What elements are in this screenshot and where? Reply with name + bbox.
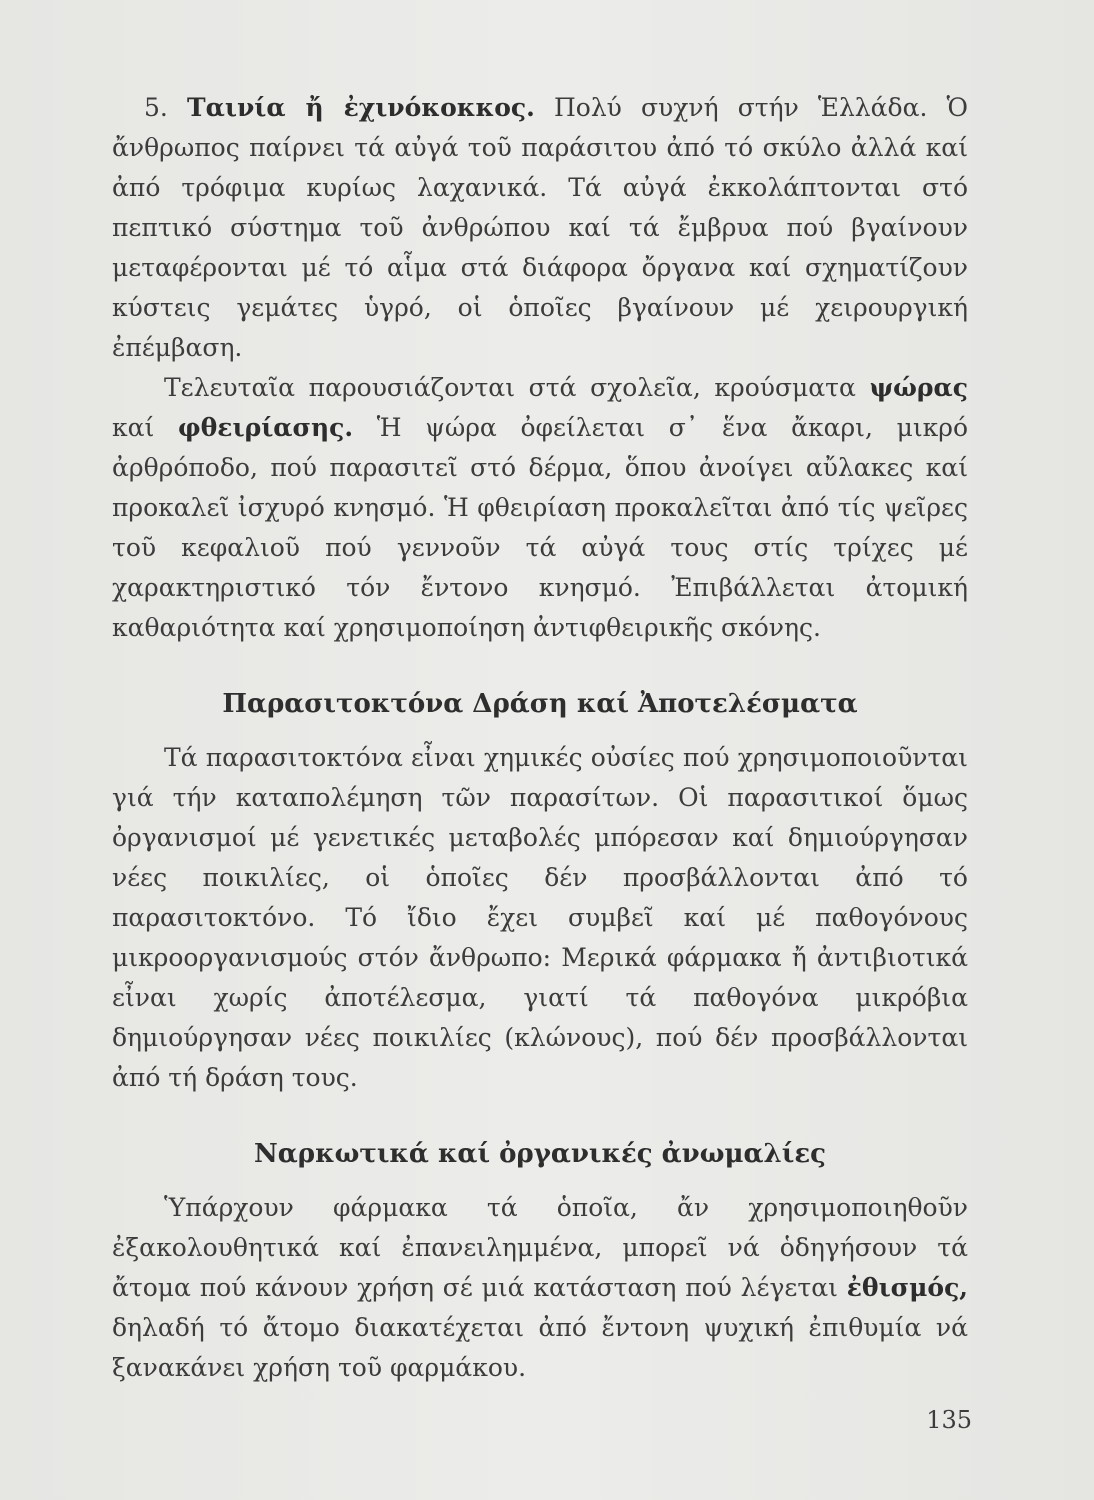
paragraph-tainia [112, 88, 968, 368]
term-ethismos: ἐθισμός, [846, 1273, 969, 1302]
section-heading-parasitoktona: Παρασιτοκτόνα Δράση καί Ἀποτελέσματα [222, 689, 858, 719]
paragraph-text: δηλαδή τό ἄτομο διακατέχεται ἀπό ἔντονη ψυχική ἐπιθυμία νά ξανακάνει χρήση τοῦ φαρμάκου. [112, 1313, 968, 1382]
page-number: 135 [926, 1406, 972, 1434]
paragraph-parasitoktona [112, 738, 968, 1098]
paragraph-text: Ὑπάρχουν φάρμακα τά ὁποῖα, ἄν χρησιμοποιηθοῦν ἐξακολουθητικά καί ἐπανειλημμένα, μπορεῖ νά ὁδηγήσουν τά ἄτομα πού κάνουν χρήση σέ μιά κατάσταση πού λέγεται [112, 1193, 968, 1302]
item-number: 5. [144, 93, 168, 122]
paragraph-narkotika [112, 1188, 968, 1388]
paragraph-text: καί [112, 413, 155, 442]
term-phtheiriasis: φθειρίασης. [177, 413, 354, 442]
paragraph-psora [112, 368, 968, 648]
paragraph-text: Τελευταῖα παρουσιάζονται στά σχολεῖα, κρούσματα [164, 373, 856, 402]
term-psora: ψώρας [869, 373, 968, 402]
paragraph-text: Πολύ συχνή στήν Ἑλλάδα. Ὁ ἄνθρωπος παίρνει τά αὐγά τοῦ παράσιτου ἀπό τό σκύλο ἀλλά καί ἀπό τρόφιμα κυρίως λαχανικά. Τά αὐγά ἐκκολάπτονται στό πεπτικό σύστημα τοῦ ἀνθρώπου καί τά ἔμβρυα πού βγαίνουν μεταφέρονται μέ τό αἷμα στά διάφορα ὄργανα καί σχηματίζουν κύστεις γεμάτες ὑγρό, οἱ ὁποῖες βγαίνουν μέ χειρουργική ἐπέμβαση. [112, 93, 969, 362]
page-body [112, 88, 968, 1388]
paragraph-text: Τά παρασιτοκτόνα εἶναι χημικές οὐσίες πού χρησιμοποιοῦνται γιά τήν καταπολέμηση τῶν παρασίτων. Οἱ παρασιτικοί ὅμως ὀργανισμοί μέ γενετικές μεταβολές μπόρεσαν καί δημιούργησαν νέες ποικιλίες, οἱ ὁποῖες δέν προσβάλλονται ἀπό τό παρασιτοκτόνο. Τό ἴδιο ἔχει συμβεῖ καί μέ παθογόνους μικροοργανισμούς στόν ἄνθρωπο: Μερικά φάρμακα ἤ ἀντιβιοτικά εἶναι χωρίς ἀποτέλεσμα, γιατί τά παθογόνα μικρόβια δημιούργησαν νέες ποικιλίες (κλώνους), πού δέν προσβάλλονται ἀπό τή δράση τους. [112, 743, 968, 1092]
term-tainia: Ταινία ἤ ἐχινόκοκκος. [187, 93, 535, 122]
section-heading-narkotika: Ναρκωτικά καί ὀργανικές ἀνωμαλίες [254, 1139, 826, 1169]
paragraph-text: Ἡ ψώρα ὀφείλεται σ᾽ ἕνα ἄκαρι, μικρό ἀρθρόποδο, πού παρασιτεῖ στό δέρμα, ὅπου ἀνοίγει αὔλακες καί προκαλεῖ ἰσχυρό κνησμό. Ἡ φθειρίαση προκαλεῖται ἀπό τίς ψεῖρες τοῦ κεφαλιοῦ πού γεννοῦν τά αὐγά τους στίς τρίχες μέ χαρακτηριστικό τόν ἔντονο κνησμό. Ἐπιβάλλεται ἀτομική καθαριότητα καί χρησιμοποίηση ἀντιφθειρικῆς σκόνης. [112, 413, 969, 642]
